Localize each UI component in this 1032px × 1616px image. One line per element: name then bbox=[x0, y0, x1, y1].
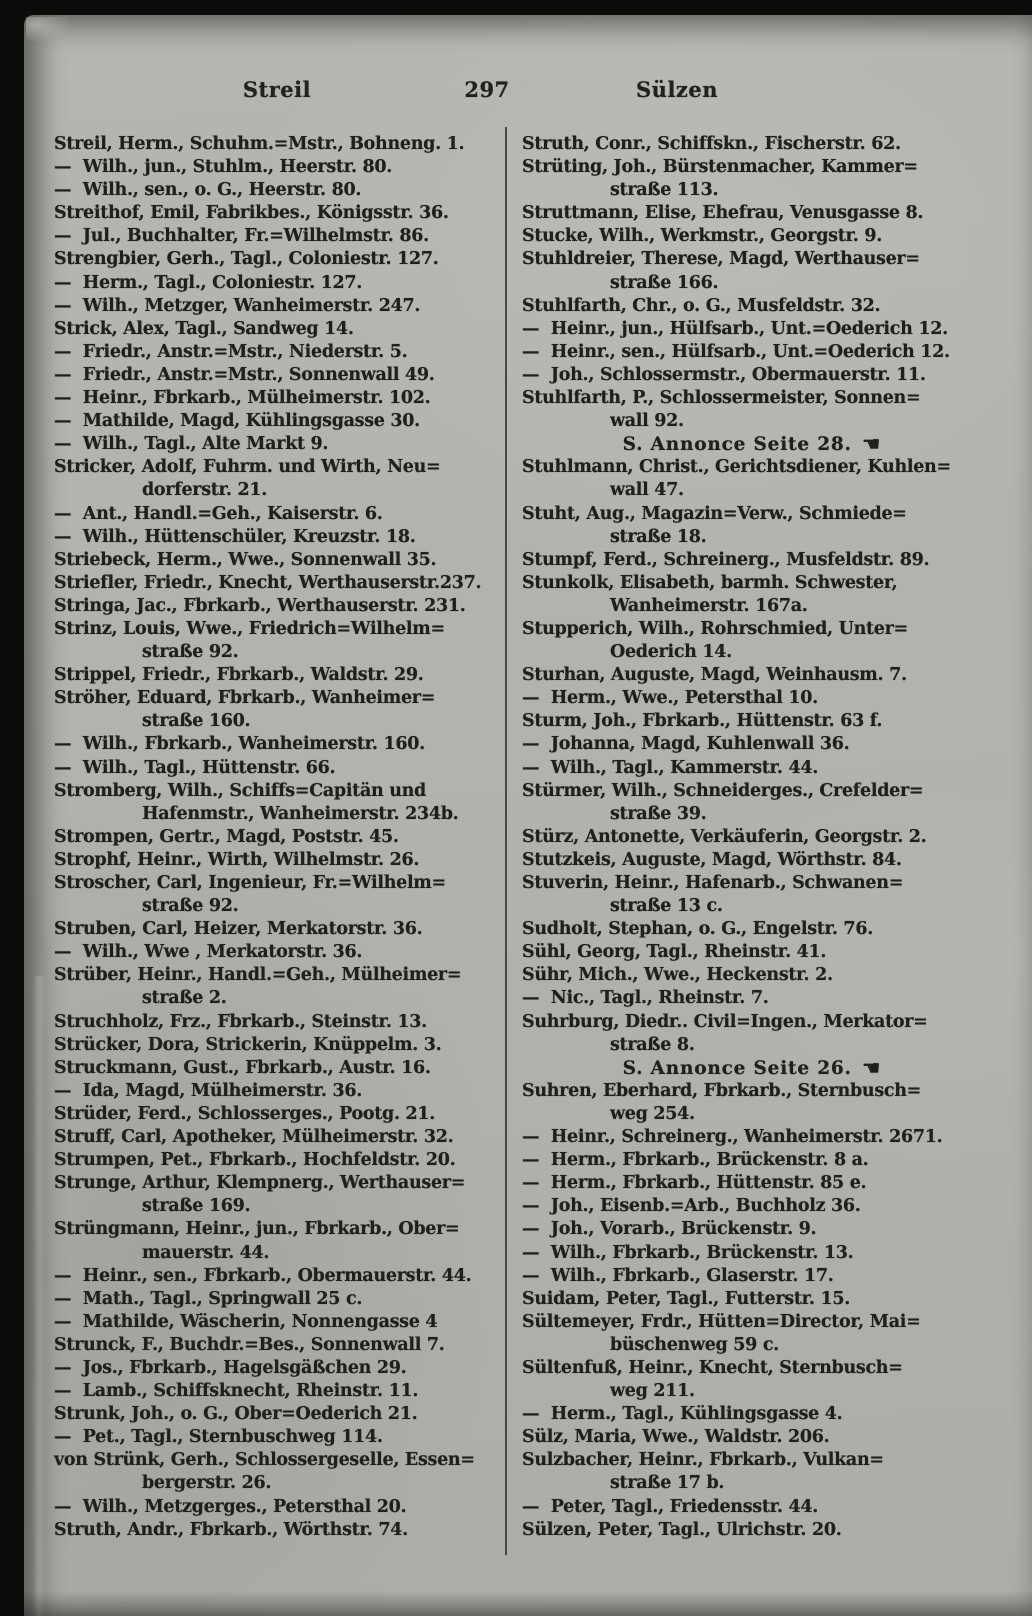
directory-entry bbox=[522, 872, 982, 918]
entry-line: — Mathilde, Wäscherin, Nonnengasse 4 bbox=[54, 1311, 438, 1332]
entry-line: Sturm, Joh., Fbrkarb., Hüttenstr. 63 f. bbox=[522, 711, 883, 732]
entry-line: Sühl, Georg, Tagl., Rheinstr. 41. bbox=[522, 942, 827, 963]
directory-entry bbox=[54, 757, 506, 780]
entry-line: Stricker, Adolf, Fuhrm. und Wirth, Neu= bbox=[54, 457, 441, 478]
entry-line: — Herm., Fbrkarb., Brückenstr. 8 a. bbox=[522, 1150, 869, 1171]
entry-continuation-line: wall 92. bbox=[610, 411, 684, 432]
entry-line: — Wilh., Fbrkarb., Wanheimerstr. 160. bbox=[54, 734, 425, 755]
entry-line: — Wilh., jun., Stuhlm., Heerstr. 80. bbox=[54, 157, 393, 178]
entry-continuation-line: straße 39. bbox=[610, 803, 707, 824]
entry-line: Stringa, Jac., Fbrkarb., Werthauserstr. 231. bbox=[54, 595, 466, 616]
entry-line: Strumpen, Pet., Fbrkarb., Hochfeldstr. 20. bbox=[54, 1150, 456, 1171]
directory-entry bbox=[522, 1449, 982, 1495]
entry-line: Stuhldreier, Therese, Magd, Werthauser= bbox=[522, 249, 920, 270]
directory-entry bbox=[522, 987, 982, 1010]
directory-entry bbox=[522, 248, 982, 294]
directory-entry bbox=[522, 964, 982, 987]
directory-entry bbox=[54, 1380, 506, 1403]
running-head bbox=[24, 77, 1032, 107]
manicule-hand-icon: ☚ bbox=[861, 1055, 882, 1080]
directory-entry bbox=[522, 202, 982, 225]
directory-entry bbox=[54, 1126, 506, 1149]
directory-entry bbox=[54, 826, 506, 849]
directory-entry bbox=[522, 710, 982, 733]
directory-entry bbox=[54, 410, 506, 433]
entry-line: Striebeck, Herm., Wwe., Sonnenwall 35. bbox=[54, 549, 437, 570]
entry-line: Strick, Alex, Tagl., Sandweg 14. bbox=[54, 318, 354, 339]
directory-entry bbox=[54, 1496, 506, 1519]
entry-line: — Heinr., Fbrkarb., Mülheimerstr. 102. bbox=[54, 388, 431, 409]
directory-entry bbox=[522, 133, 982, 156]
entry-line: Stromberg, Wilh., Schiffs=Capitän und bbox=[54, 780, 426, 801]
directory-entry bbox=[54, 133, 506, 156]
running-head-right-word: Sülzen bbox=[636, 77, 718, 102]
entry-line: Stupperich, Wilh., Rohrschmied, Unter= bbox=[522, 618, 908, 639]
entry-line: — Heinr., Schreinerg., Wanheimerstr. 2671. bbox=[522, 1127, 943, 1148]
paper bbox=[24, 15, 1032, 1616]
entry-line: Streithof, Emil, Fabrikbes., Königsstr. 36. bbox=[54, 203, 449, 224]
directory-entry bbox=[522, 1519, 982, 1542]
directory-entry bbox=[54, 1357, 506, 1380]
directory-entry bbox=[54, 780, 506, 826]
entry-line: Strengbier, Gerh., Tagl., Coloniestr. 127. bbox=[54, 249, 439, 270]
directory-entry bbox=[54, 202, 506, 225]
directory-entry bbox=[522, 387, 982, 433]
entry-line: Strippel, Friedr., Fbrkarb., Waldstr. 29. bbox=[54, 665, 424, 686]
entry-continuation-line: bergerstr. 26. bbox=[142, 1473, 272, 1494]
entry-line: Streil, Herm., Schuhm.=Mstr., Bohneng. 1. bbox=[54, 134, 465, 154]
directory-entry bbox=[54, 849, 506, 872]
directory-entry bbox=[54, 1519, 506, 1542]
entry-continuation-line: straße 13 c. bbox=[610, 896, 723, 917]
directory-entry bbox=[522, 503, 982, 549]
directory-entry bbox=[522, 1195, 982, 1218]
directory-entry bbox=[54, 1080, 506, 1103]
entry-line: — Wilh., sen., o. G., Heerstr. 80. bbox=[54, 180, 362, 201]
manicule-hand-icon: ☚ bbox=[861, 432, 882, 457]
directory-entry bbox=[54, 595, 506, 618]
entry-line: — Herm., Wwe., Petersthal 10. bbox=[522, 688, 818, 709]
directory-entry bbox=[54, 872, 506, 918]
entry-continuation-line: Wanheimerstr. 167a. bbox=[610, 595, 808, 616]
directory-entry bbox=[522, 941, 982, 964]
scan-corner-artifact bbox=[26, 17, 72, 43]
directory-entry bbox=[522, 1218, 982, 1241]
entry-line: — Lamb., Schiffsknecht, Rheinstr. 11. bbox=[54, 1381, 419, 1402]
entry-line: — Wilh., Hüttenschüler, Kreuzstr. 18. bbox=[54, 526, 416, 547]
directory-entry bbox=[54, 1426, 506, 1449]
annonce-reference bbox=[522, 1057, 982, 1080]
entry-line: S. Annonce Seite 26. ☚ bbox=[622, 1055, 882, 1080]
directory-entry bbox=[522, 364, 982, 387]
directory-entry bbox=[54, 1218, 506, 1264]
directory-entry bbox=[522, 1172, 982, 1195]
directory-entry bbox=[522, 918, 982, 941]
entry-continuation-line: weg 211. bbox=[610, 1381, 695, 1402]
directory-entry bbox=[522, 295, 982, 318]
entry-line: Stuhlfarth, Chr., o. G., Musfeldstr. 32. bbox=[522, 295, 881, 316]
directory-entry bbox=[54, 364, 506, 387]
entry-line: — Herm., Tagl., Kühlingsgasse 4. bbox=[522, 1404, 843, 1425]
directory-entry bbox=[54, 1334, 506, 1357]
entry-line: — Wilh., Wwe , Merkatorstr. 36. bbox=[54, 942, 363, 963]
entry-line: — Ida, Magd, Mülheimerstr. 36. bbox=[54, 1080, 362, 1101]
entry-line: Sturhan, Auguste, Magd, Weinhausm. 7. bbox=[522, 665, 907, 686]
entry-line: Sültemeyer, Frdr., Hütten=Director, Mai= bbox=[522, 1311, 921, 1332]
entry-line: Sudholt, Stephan, o. G., Engelstr. 76. bbox=[522, 919, 873, 940]
entry-line: Stuht, Aug., Magazin=Verw., Schmiede= bbox=[522, 503, 907, 524]
entry-line: — Ant., Handl.=Geh., Kaiserstr. 6. bbox=[54, 503, 383, 524]
directory-entry bbox=[522, 757, 982, 780]
directory-entry bbox=[54, 1311, 506, 1334]
entry-line: Stuhlmann, Christ., Gerichtsdiener, Kuhlen= bbox=[522, 457, 951, 478]
entry-continuation-line: straße 92. bbox=[142, 642, 239, 663]
directory-entry bbox=[54, 248, 506, 271]
directory-entry bbox=[522, 1149, 982, 1172]
entry-line: — Friedr., Anstr.=Mstr., Sonnenwall 49. bbox=[54, 364, 435, 385]
entry-line: Striefler, Friedr., Knecht, Werthauserstr.237. bbox=[54, 572, 482, 593]
entry-line: Strunck, F., Buchdr.=Bes., Sonnenwall 7. bbox=[54, 1334, 445, 1355]
directory-entry bbox=[522, 1242, 982, 1265]
entry-line: — Mathilde, Magd, Kühlingsgasse 30. bbox=[54, 411, 420, 432]
entry-continuation-line: straße 160. bbox=[142, 711, 251, 732]
directory-entry bbox=[54, 1149, 506, 1172]
entry-line: Stumpf, Ferd., Schreinerg., Musfeldstr. 89. bbox=[522, 549, 930, 570]
entry-line: Sülzen, Peter, Tagl., Ulrichstr. 20. bbox=[522, 1519, 842, 1540]
directory-entry bbox=[54, 964, 506, 1010]
entry-line: Strüder, Ferd., Schlosserges., Pootg. 21. bbox=[54, 1103, 436, 1124]
entry-line: — Wilh., Tagl., Hüttenstr. 66. bbox=[54, 757, 336, 778]
directory-entry bbox=[54, 572, 506, 595]
directory-entry bbox=[54, 1288, 506, 1311]
entry-line: Struff, Carl, Apotheker, Mülheimerstr. 32. bbox=[54, 1127, 454, 1148]
page-number: 297 bbox=[464, 77, 510, 102]
entry-continuation-line: straße 169. bbox=[142, 1196, 251, 1217]
entry-line: — Wilh., Metzgerges., Petersthal 20. bbox=[54, 1496, 407, 1517]
entry-continuation-line: straße 2. bbox=[142, 988, 227, 1009]
directory-entry bbox=[54, 433, 506, 456]
entry-line: — Heinr., sen., Fbrkarb., Obermauerstr. 44. bbox=[54, 1265, 472, 1286]
entry-continuation-line: mauerstr. 44. bbox=[142, 1242, 270, 1263]
directory-column-right bbox=[522, 133, 982, 1542]
directory-entry bbox=[54, 1403, 506, 1426]
running-head-left-word: Streil bbox=[242, 77, 312, 102]
entry-line: S. Annonce Seite 28. ☚ bbox=[622, 432, 882, 457]
entry-line: — Wilh., Metzger, Wanheimerstr. 247. bbox=[54, 295, 421, 316]
entry-continuation-line: weg 254. bbox=[610, 1103, 695, 1124]
entry-line: Struckmann, Gust., Fbrkarb., Austr. 16. bbox=[54, 1057, 431, 1078]
directory-entry bbox=[54, 664, 506, 687]
directory-entry bbox=[522, 664, 982, 687]
directory-entry bbox=[522, 1357, 982, 1403]
directory-entry bbox=[54, 387, 506, 410]
entry-line: Strüngmann, Heinr., jun., Fbrkarb., Ober= bbox=[54, 1219, 460, 1240]
entry-continuation-line: Hafenmstr., Wanheimerstr. 234b. bbox=[142, 803, 459, 824]
directory-entry bbox=[54, 503, 506, 526]
entry-line: — Joh., Eisenb.=Arb., Buchholz 36. bbox=[522, 1196, 861, 1217]
directory-entry bbox=[522, 156, 982, 202]
entry-line: Sulzbacher, Heinr., Fbrkarb., Vulkan= bbox=[522, 1450, 884, 1471]
entry-continuation-line: wall 47. bbox=[610, 480, 684, 501]
entry-line: Suidam, Peter, Tagl., Futterstr. 15. bbox=[522, 1288, 851, 1309]
entry-continuation-line: straße 166. bbox=[610, 272, 719, 293]
entry-line: Struth, Conr., Schiffskn., Fischerstr. 62. bbox=[522, 134, 901, 154]
directory-entry bbox=[54, 1011, 506, 1034]
entry-line: — Heinr., sen., Hülfsarb., Unt.=Oederich 12. bbox=[522, 341, 950, 362]
directory-entry bbox=[54, 179, 506, 202]
entry-line: Stuverin, Heinr., Hafenarb., Schwanen= bbox=[522, 873, 904, 893]
entry-continuation-line: straße 113. bbox=[610, 180, 719, 201]
page-gutter-highlight bbox=[32, 976, 46, 1616]
entry-continuation-line: straße 92. bbox=[142, 896, 239, 917]
entry-line: Strunge, Arthur, Klempnerg., Werthauser= bbox=[54, 1173, 466, 1194]
directory-entry bbox=[522, 1265, 982, 1288]
entry-line: Strunk, Joh., o. G., Ober=Oederich 21. bbox=[54, 1404, 418, 1425]
directory-entry bbox=[54, 687, 506, 733]
directory-entry bbox=[54, 156, 506, 179]
directory-entry bbox=[54, 618, 506, 664]
annonce-reference bbox=[522, 433, 982, 456]
directory-entry bbox=[54, 1265, 506, 1288]
entry-line: Sültenfuß, Heinr., Knecht, Sternbusch= bbox=[522, 1357, 903, 1378]
entry-line: — Wilh., Tagl., Alte Markt 9. bbox=[54, 434, 329, 455]
entry-line: — Johanna, Magd, Kuhlenwall 36. bbox=[522, 734, 850, 755]
entry-line: Suhren, Eberhard, Fbrkarb., Sternbusch= bbox=[522, 1080, 922, 1101]
directory-entry bbox=[522, 1311, 982, 1357]
entry-line: — Jos., Fbrkarb., Hagelsgäßchen 29. bbox=[54, 1357, 407, 1378]
directory-entry bbox=[54, 225, 506, 248]
directory-entry bbox=[522, 1080, 982, 1126]
entry-line: Suhrburg, Diedr.. Civil=Ingen., Merkator= bbox=[522, 1011, 928, 1032]
directory-entry bbox=[54, 733, 506, 756]
entry-line: Strompen, Gertr., Magd, Poststr. 45. bbox=[54, 826, 399, 847]
entry-line: von Strünk, Gerh., Schlossergeselle, Essen= bbox=[54, 1450, 475, 1471]
entry-line: — Joh., Schlossermstr., Obermauerstr. 11. bbox=[522, 364, 926, 385]
entry-line: — Herm., Tagl., Coloniestr. 127. bbox=[54, 272, 363, 293]
entry-line: — Jul., Buchhalter, Fr.=Wilhelmstr. 86. bbox=[54, 226, 429, 247]
entry-line: Struttmann, Elise, Ehefrau, Venusgasse 8. bbox=[522, 203, 924, 224]
directory-entry bbox=[522, 1288, 982, 1311]
directory-entry bbox=[54, 526, 506, 549]
entry-line: Stürmer, Wilh., Schneiderges., Crefelder= bbox=[522, 780, 924, 801]
entry-line: — Wilh., Fbrkarb., Brückenstr. 13. bbox=[522, 1242, 854, 1263]
directory-entry bbox=[522, 687, 982, 710]
entry-line: Strücker, Dora, Strickerin, Knüppelm. 3. bbox=[54, 1034, 442, 1055]
directory-entry bbox=[54, 1103, 506, 1126]
directory-entry bbox=[522, 618, 982, 664]
directory-column-left bbox=[54, 133, 506, 1542]
entry-line: Stunkolk, Elisabeth, barmh. Schwester, bbox=[522, 572, 898, 593]
entry-line: Struth, Andr., Fbrkarb., Wörthstr. 74. bbox=[54, 1519, 408, 1540]
directory-entry bbox=[522, 318, 982, 341]
entry-continuation-line: dorferstr. 21. bbox=[142, 480, 267, 501]
entry-line: Strüber, Heinr., Handl.=Geh., Mülheimer= bbox=[54, 965, 462, 986]
entry-line: Stürz, Antonette, Verkäuferin, Georgstr. 2. bbox=[522, 826, 927, 847]
entry-line: Stucke, Wilh., Werkmstr., Georgstr. 9. bbox=[522, 226, 883, 247]
entry-continuation-line: straße 8. bbox=[610, 1034, 695, 1055]
entry-line: Sülz, Maria, Wwe., Waldstr. 206. bbox=[522, 1427, 830, 1448]
directory-entry bbox=[54, 549, 506, 572]
entry-line: Strüting, Joh., Bürstenmacher, Kammer= bbox=[522, 157, 918, 178]
directory-entry bbox=[522, 549, 982, 572]
entry-line: Sühr, Mich., Wwe., Heckenstr. 2. bbox=[522, 965, 833, 986]
directory-entry bbox=[54, 1057, 506, 1080]
entry-line: — Herm., Fbrkarb., Hüttenstr. 85 e. bbox=[522, 1173, 867, 1194]
directory-entry bbox=[54, 272, 506, 295]
entry-line: — Math., Tagl., Springwall 25 c. bbox=[54, 1288, 363, 1309]
entry-line: — Peter, Tagl., Friedensstr. 44. bbox=[522, 1496, 819, 1517]
directory-entry bbox=[522, 849, 982, 872]
entry-line: Strinz, Louis, Wwe., Friedrich=Wilhelm= bbox=[54, 618, 445, 639]
entry-line: — Joh., Vorarb., Brückenstr. 9. bbox=[522, 1219, 817, 1240]
directory-entry bbox=[54, 1449, 506, 1495]
directory-entry bbox=[522, 1426, 982, 1449]
entry-line: Stroscher, Carl, Ingenieur, Fr.=Wilhelm= bbox=[54, 873, 446, 893]
directory-entry bbox=[522, 1496, 982, 1519]
directory-entry bbox=[54, 341, 506, 364]
entry-continuation-line: Oederich 14. bbox=[610, 642, 732, 663]
directory-entry bbox=[522, 780, 982, 826]
directory-entry bbox=[54, 1172, 506, 1218]
entry-continuation-line: straße 17 b. bbox=[610, 1473, 725, 1494]
entry-line: — Pet., Tagl., Sternbuschweg 114. bbox=[54, 1427, 383, 1448]
entry-line: — Wilh., Fbrkarb., Glaserstr. 17. bbox=[522, 1265, 834, 1286]
directory-entry bbox=[522, 341, 982, 364]
directory-entry bbox=[522, 1403, 982, 1426]
entry-line: Stuhlfarth, P., Schlossermeister, Sonnen= bbox=[522, 388, 921, 409]
directory-entry bbox=[54, 941, 506, 964]
entry-line: Ströher, Eduard, Fbrkarb., Wanheimer= bbox=[54, 688, 436, 709]
entry-line: Struchholz, Frz., Fbrkarb., Steinstr. 13. bbox=[54, 1011, 427, 1032]
directory-entry bbox=[54, 318, 506, 341]
directory-entry bbox=[522, 826, 982, 849]
directory-entry bbox=[522, 572, 982, 618]
entry-line: — Friedr., Anstr.=Mstr., Niederstr. 5. bbox=[54, 341, 408, 362]
entry-continuation-line: straße 18. bbox=[610, 526, 707, 547]
entry-line: — Nic., Tagl., Rheinstr. 7. bbox=[522, 988, 769, 1009]
directory-entry bbox=[54, 1034, 506, 1057]
directory-entry bbox=[522, 733, 982, 756]
entry-line: Struben, Carl, Heizer, Merkatorstr. 36. bbox=[54, 919, 423, 940]
entry-line: — Heinr., jun., Hülfsarb., Unt.=Oederich 12. bbox=[522, 318, 948, 339]
entry-line: Stutzkeis, Auguste, Magd, Wörthstr. 84. bbox=[522, 849, 902, 870]
entry-line: — Wilh., Tagl., Kammerstr. 44. bbox=[522, 757, 818, 778]
entry-line: Strophf, Heinr., Wirth, Wilhelmstr. 26. bbox=[54, 849, 420, 870]
directory-entry bbox=[522, 225, 982, 248]
directory-entry bbox=[522, 456, 982, 502]
directory-entry bbox=[54, 295, 506, 318]
directory-entry bbox=[522, 1126, 982, 1149]
directory-entry bbox=[522, 1011, 982, 1057]
directory-entry bbox=[54, 918, 506, 941]
directory-entry bbox=[54, 456, 506, 502]
entry-continuation-line: büschenweg 59 c. bbox=[610, 1334, 779, 1355]
